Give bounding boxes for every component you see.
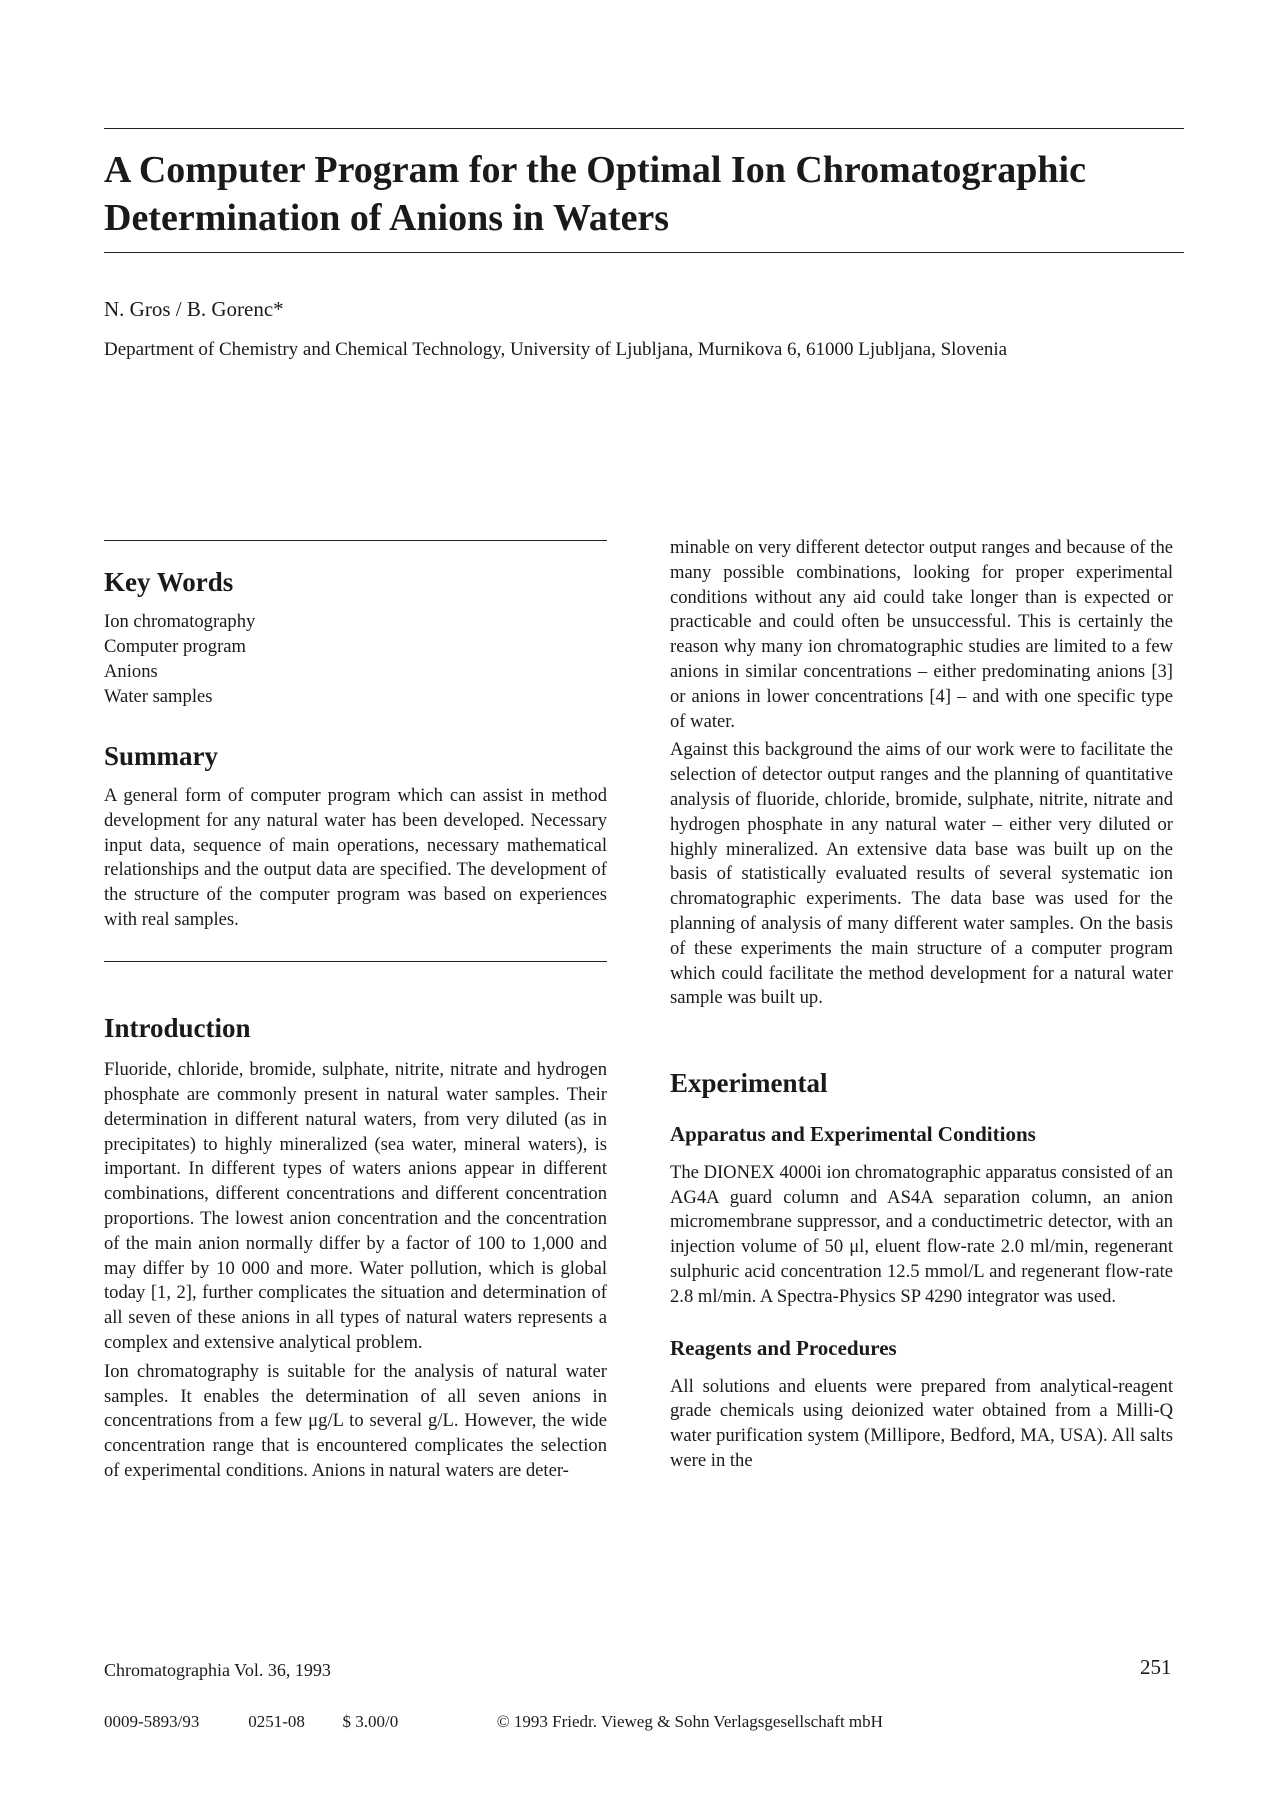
summary-rule (104, 961, 607, 962)
experimental-heading: Experimental (670, 1068, 828, 1099)
left-column (104, 540, 607, 1484)
affiliation: Department of Chemistry and Chemical Technology, University of Ljubljana, Murnikova 6, 61000 Ljubljana, Slovenia (104, 339, 1008, 360)
intro-paragraph-4: Against this background the aims of our work were to facilitate the selection of detector output ranges and the planning of quantitative analysis of fluoride, chloride, bromide, sulphate, nitrite, nitrate and hydrogen phosphate in any natural water – either very diluted or highly mineralized. An extensive data base was built up on the basis of statistically evaluated results of several systematic ion chromatographic experiments. The data base was used for the planning of analysis of many different water samples. On the basis of these experiments the main structure of a computer program which could facilitate the method development for a natural water sample was built up. (670, 739, 1173, 1009)
intro-paragraph-2: Ion chromatography is suitable for the analysis of natural water samples. It enables the determination of all seven anions in concentrations from a few μg/L to several g/L. However, the wide concentration range that is encountered complicates the selection of experimental conditions. Anions in natural waters are deter- (104, 1360, 607, 1481)
keywords-heading: Key Words (104, 567, 234, 597)
issn-code: 0009-5893/93 (104, 1712, 200, 1731)
apparatus-text: The DIONEX 4000i ion chromatographic apparatus consisted of an AG4A guard column and AS4A separation column, an anion micromembrane suppressor, and a conductimetric detector, with an injection volume of 50 μl, eluent flow-rate 2.0 ml/min, regenerant sulphuric acid concentration 12.5 mmol/L and regenerant flow-rate 2.8 ml/min. A Spectra-Physics SP 4290 integrator was used. (670, 1161, 1173, 1307)
copyright-notice: © 1993 Friedr. Vieweg & Sohn Verlagsgesellschaft mbH (496, 1712, 883, 1731)
article-title: A Computer Program for the Optimal Ion Chromatographic Determination of Anions in Waters (104, 149, 1086, 240)
page-number: 251 (1140, 1655, 1172, 1679)
keyword-item: Computer program (104, 636, 247, 658)
keywords-rule (104, 540, 607, 541)
intro-paragraph-1: Fluoride, chloride, bromide, sulphate, nitrite, nitrate and hydrogen phosphate are commonly present in natural water samples. Their determination in different natural waters, from very diluted (as in precipitates) to highly mineralized (sea water, mineral waters), is important. In different types of waters anions appear in different combinations, different concentrations and different concentration proportions. The lowest anion concentration and the concentration of the main anion normally differ by a factor of 100 to 1,000 and may differ by 10 000 and more. Water pollution, which is global today [1, 2], further complicates the situation and determination of all seven of these anions in all types of natural waters represents a complex and extensive analytical problem. (104, 1059, 607, 1353)
apparatus-heading: Apparatus and Experimental Conditions (670, 1121, 1036, 1146)
right-column (670, 536, 1173, 1474)
title-bottom-rule (104, 252, 1184, 253)
summary-heading: Summary (104, 740, 218, 771)
price-code: $ 3.00/0 (342, 1712, 399, 1731)
reagents-heading: Reagents and Procedures (670, 1335, 897, 1360)
reagents-text: All solutions and eluents were prepared from analytical-reagent grade chemicals using deionized water obtained from a Milli-Q water purification system (Millipore, Bedford, MA, USA). All salts were in the (670, 1375, 1173, 1472)
keyword-item: Anions (104, 660, 158, 682)
introduction-heading: Introduction (104, 1012, 251, 1043)
keywords-list (104, 610, 607, 709)
footer-codes (104, 1712, 1184, 1732)
article-code: 0251-08 (248, 1712, 305, 1731)
authors: N. Gros / B. Gorenc* (104, 297, 284, 321)
keyword-item: Water samples (104, 685, 213, 707)
keyword-item: Ion chromatography (104, 611, 256, 633)
top-rule (104, 128, 1184, 129)
intro-paragraph-3: minable on very different detector output ranges and because of the many possible combinations, looking for proper experimental conditions without any aid could take longer than is expected or practicable and could often be unsuccessful. This is certainly the reason why many ion chromatographic studies are limited to a few anions in similar concentrations – either predominating anions [3] or anions in lower concentrations [4] – and with one specific type of water. (670, 537, 1173, 732)
journal-citation: Chromatographia Vol. 36, 1993 (104, 1660, 331, 1680)
summary-text: A general form of computer program which can assist in method development for any natural water has been developed. Necessary input data, sequence of main operations, necessary mathematical relationships and the output data are specified. The development of the structure of the computer program was based on experiences with real samples. (104, 784, 607, 930)
